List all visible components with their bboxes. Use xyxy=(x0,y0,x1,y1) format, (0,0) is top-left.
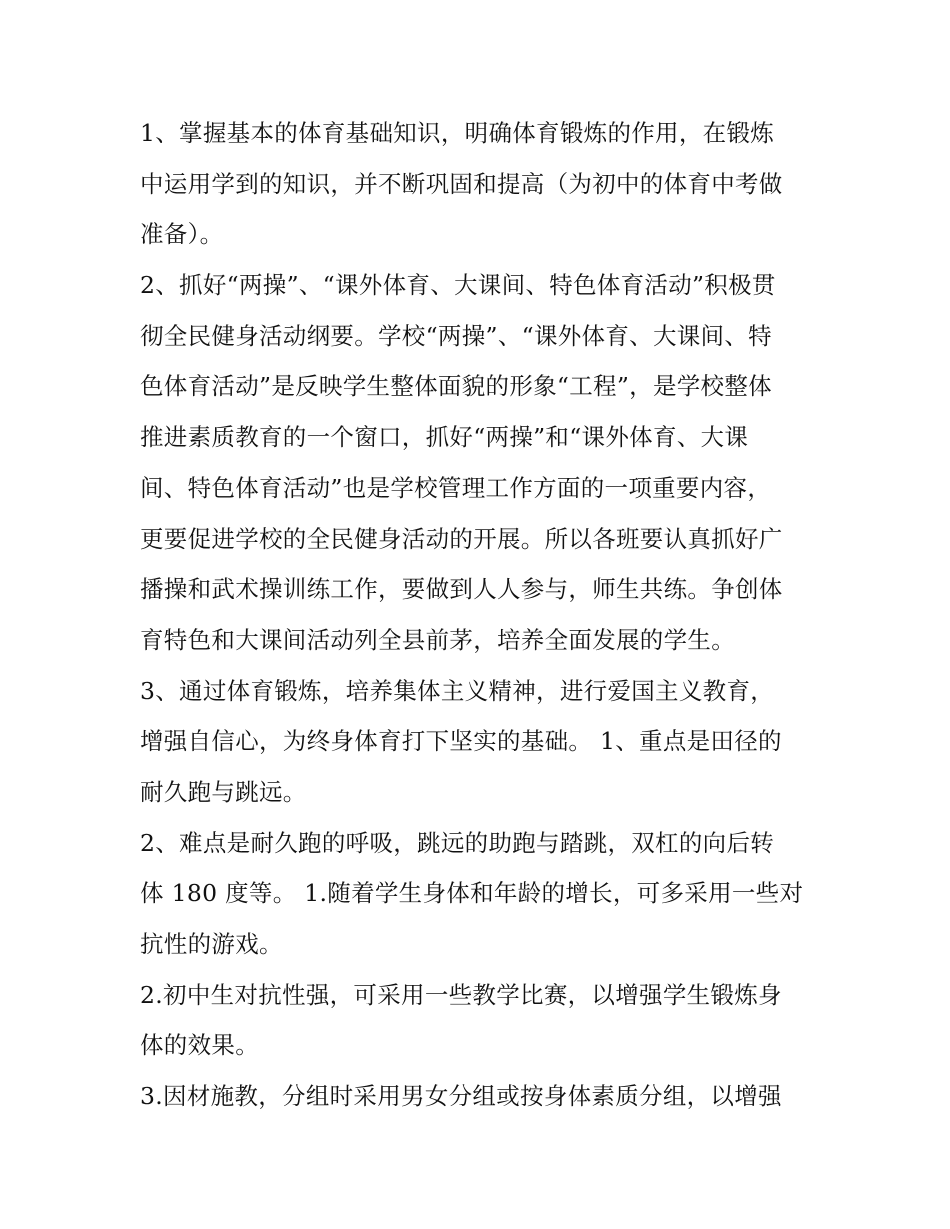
text-line: 体 180 度等。 1.随着学生身体和年龄的增长，可多采用一些对 xyxy=(140,879,804,908)
text-line: 更要促进学校的全民健身活动的开展。所以各班要认真抓好广 xyxy=(140,524,783,553)
text-line: 彻全民健身活动纲要。学校“两操”、“课外体育、大课间、特 xyxy=(140,321,772,350)
text-line: 推进素质教育的一个窗口，抓好“两操”和“课外体育、大课 xyxy=(140,423,749,452)
text-line: 耐久跑与跳远。 xyxy=(140,777,307,806)
text-line: 2、抓好“两操”、“课外体育、大课间、特色体育活动”积极贯 xyxy=(140,271,776,300)
text-line: 1、掌握基本的体育基础知识，明确体育锻炼的作用，在锻炼 xyxy=(140,119,775,147)
text-line: 2、难点是耐久跑的呼吸，跳远的助跑与踏跳，双杠的向后转 xyxy=(140,828,775,857)
text-line: 播操和武术操训练工作，要做到人人参与，师生共练。争创体 xyxy=(140,575,783,604)
text-line: 2.初中生对抗性强，可采用一些教学比赛，以增强学生锻炼身 xyxy=(140,980,782,1009)
text-line: 中运用学到的知识，并不断巩固和提高（为初中的体育中考做 xyxy=(140,169,783,198)
text-line: 增强自信心，为终身体育打下坚实的基础。 1、重点是田径的 xyxy=(140,727,782,756)
text-line: 3.因材施教，分组时采用男女分组或按身体素质分组，以增强 xyxy=(140,1082,782,1111)
text-line: 抗性的游戏。 xyxy=(140,930,283,958)
text-line: 色体育活动”是反映学生整体面貌的形象“工程”，是学校整体 xyxy=(140,372,772,401)
text-line: 育特色和大课间活动列全县前茅，培养全面发展的学生。 xyxy=(140,625,735,654)
document-body xyxy=(140,108,820,1122)
text-line: 体的效果。 xyxy=(140,1031,259,1060)
text-line: 准备）。 xyxy=(140,220,224,249)
text-line: 3、通过体育锻炼，培养集体主义精神，进行爱国主义教育， xyxy=(140,676,775,705)
text-line: 间、特色体育活动”也是学校管理工作方面的一项重要内容， xyxy=(140,473,772,502)
